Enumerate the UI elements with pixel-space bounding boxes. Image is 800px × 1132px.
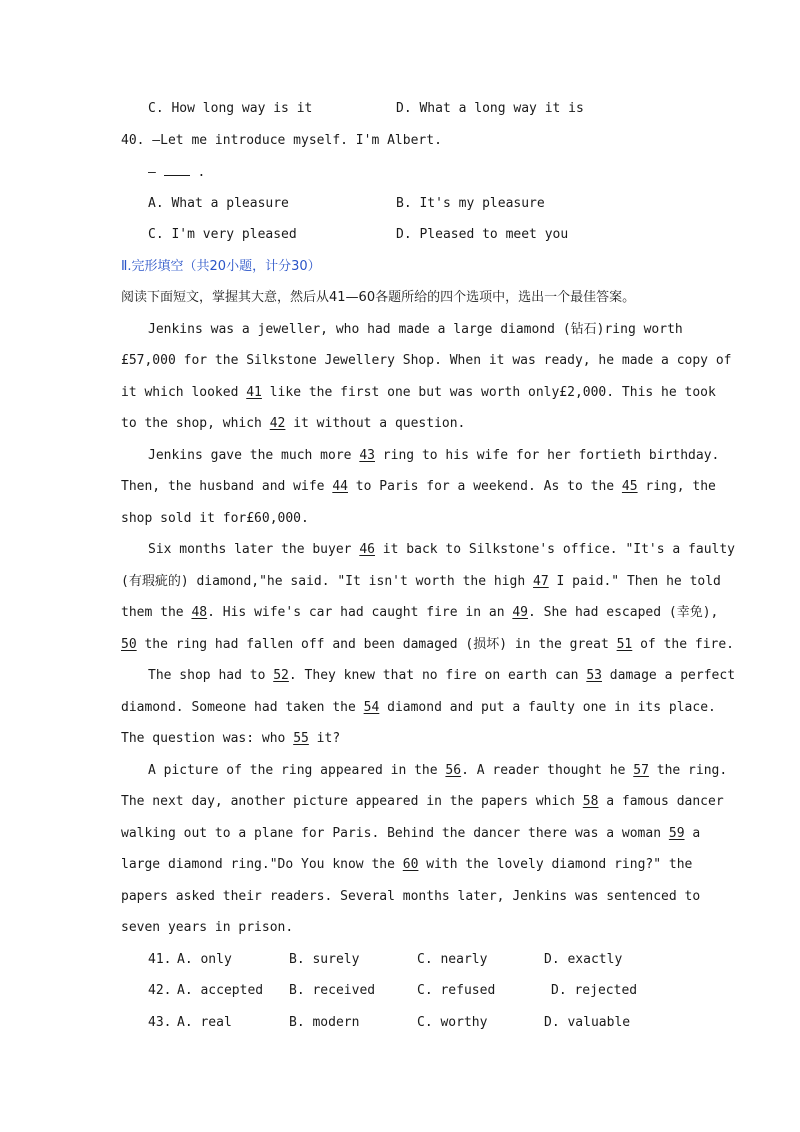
q40-end: .: [197, 165, 206, 180]
blank-number: 59: [668, 826, 685, 841]
passage-line: papers asked their readers. Several months later, Jenkins was sentenced to: [121, 889, 701, 904]
blank-number: 57: [633, 763, 649, 778]
blank-number: 49: [512, 605, 529, 620]
passage-line: Six months later the buyer 46 it back to Silkstone's office. "It's a faulty: [148, 542, 736, 557]
q40-option-b: B. It's my pleasure: [396, 196, 545, 211]
option-c: C. nearly: [417, 952, 488, 967]
option-d: D. rejected: [551, 983, 638, 998]
blank-number: 52: [273, 668, 289, 683]
blank-number: 60: [402, 857, 419, 872]
q40-response-line: [148, 163, 205, 182]
option-b: B. surely: [289, 952, 360, 967]
q40-option-c: C. I'm very pleased: [148, 227, 297, 242]
blank-number: 47: [533, 574, 549, 589]
option-a: A. accepted: [177, 983, 264, 998]
passage-line: 50 the ring had fallen off and been damaged (损坏) in the great 51 of the fire.: [121, 637, 735, 652]
passage-line: them the 48. His wife's car had caught fire in an 49. She had escaped (幸免),: [121, 605, 719, 620]
option-a: A. real: [177, 1015, 232, 1030]
passage-line: £57,000 for the Silkstone Jewellery Shop. When it was ready, he made a copy of: [121, 353, 732, 368]
passage-line: diamond. Someone had taken the 54 diamond and put a faulty one in its place.: [121, 700, 716, 715]
q40-dash: —: [148, 165, 156, 180]
q39-option-d: D. What a long way it is: [396, 101, 584, 116]
blank-number: 42: [269, 416, 286, 431]
passage-line: The next day, another picture appeared in the papers which 58 a famous dancer: [121, 794, 724, 809]
passage-line: Jenkins was a jeweller, who had made a large diamond (钻石)ring worth: [148, 322, 683, 337]
option-c: C. worthy: [417, 1015, 488, 1030]
blank-number: 58: [582, 794, 599, 809]
q40-stem: 40. —Let me introduce myself. I'm Albert.: [121, 133, 442, 148]
blank-number: 53: [586, 668, 602, 683]
blank-number: 48: [191, 605, 208, 620]
blank-number: 51: [616, 637, 633, 652]
blank-number: 43: [359, 448, 375, 463]
passage-line: A picture of the ring appeared in the 56. A reader thought he 57 the ring.: [148, 763, 728, 778]
option-number: 43.: [148, 1015, 172, 1030]
section-title: Ⅱ.完形填空（共20小题，计分30）: [121, 259, 321, 274]
option-number: 42.: [148, 983, 172, 998]
passage-line: shop sold it for£60,000.: [121, 511, 309, 526]
option-b: B. received: [289, 983, 376, 998]
q40-blank: [164, 163, 190, 176]
passage-line: The question was: who 55 it?: [121, 731, 341, 746]
blank-number: 56: [445, 763, 462, 778]
q40-option-d: D. Pleased to meet you: [396, 227, 569, 242]
option-c: C. refused: [417, 983, 496, 998]
blank-number: 44: [332, 479, 348, 494]
option-d: D. valuable: [544, 1015, 631, 1030]
option-d: D. exactly: [544, 952, 623, 967]
passage-line: seven years in prison.: [121, 920, 294, 935]
option-number: 41.: [148, 952, 172, 967]
passage-line: walking out to a plane for Paris. Behind the dancer there was a woman 59 a: [121, 826, 701, 841]
passage-line: it which looked 41 like the first one but was worth only£2,000. This he took: [121, 385, 716, 400]
blank-number: 46: [359, 542, 375, 557]
passage-line: to the shop, which 42 it without a question.: [121, 416, 466, 431]
passage-line: The shop had to 52. They knew that no fire on earth can 53 damage a perfect: [148, 668, 736, 683]
passage-line: Then, the husband and wife 44 to Paris for a weekend. As to the 45 ring, the: [121, 479, 716, 494]
option-a: A. only: [177, 952, 232, 967]
blank-number: 41: [246, 385, 262, 400]
blank-number: 55: [293, 731, 309, 746]
passage-line: (有瑕疵的) diamond,"he said. "It isn't worth the high 47 I paid." Then he told: [121, 574, 721, 589]
section-instruction: 阅读下面短文，掌握其大意，然后从41—60各题所给的四个选项中，选出一个最佳答案。: [121, 290, 636, 305]
passage-line: Jenkins gave the much more 43 ring to his wife for her fortieth birthday.: [148, 448, 720, 463]
q40-option-a: A. What a pleasure: [148, 196, 289, 211]
blank-number: 50: [121, 637, 137, 652]
blank-number: 54: [363, 700, 380, 715]
blank-number: 45: [621, 479, 638, 494]
option-b: B. modern: [289, 1015, 360, 1030]
q39-option-c: C. How long way is it: [148, 101, 313, 116]
passage-line: large diamond ring."Do You know the 60 with the lovely diamond ring?" the: [121, 857, 693, 872]
